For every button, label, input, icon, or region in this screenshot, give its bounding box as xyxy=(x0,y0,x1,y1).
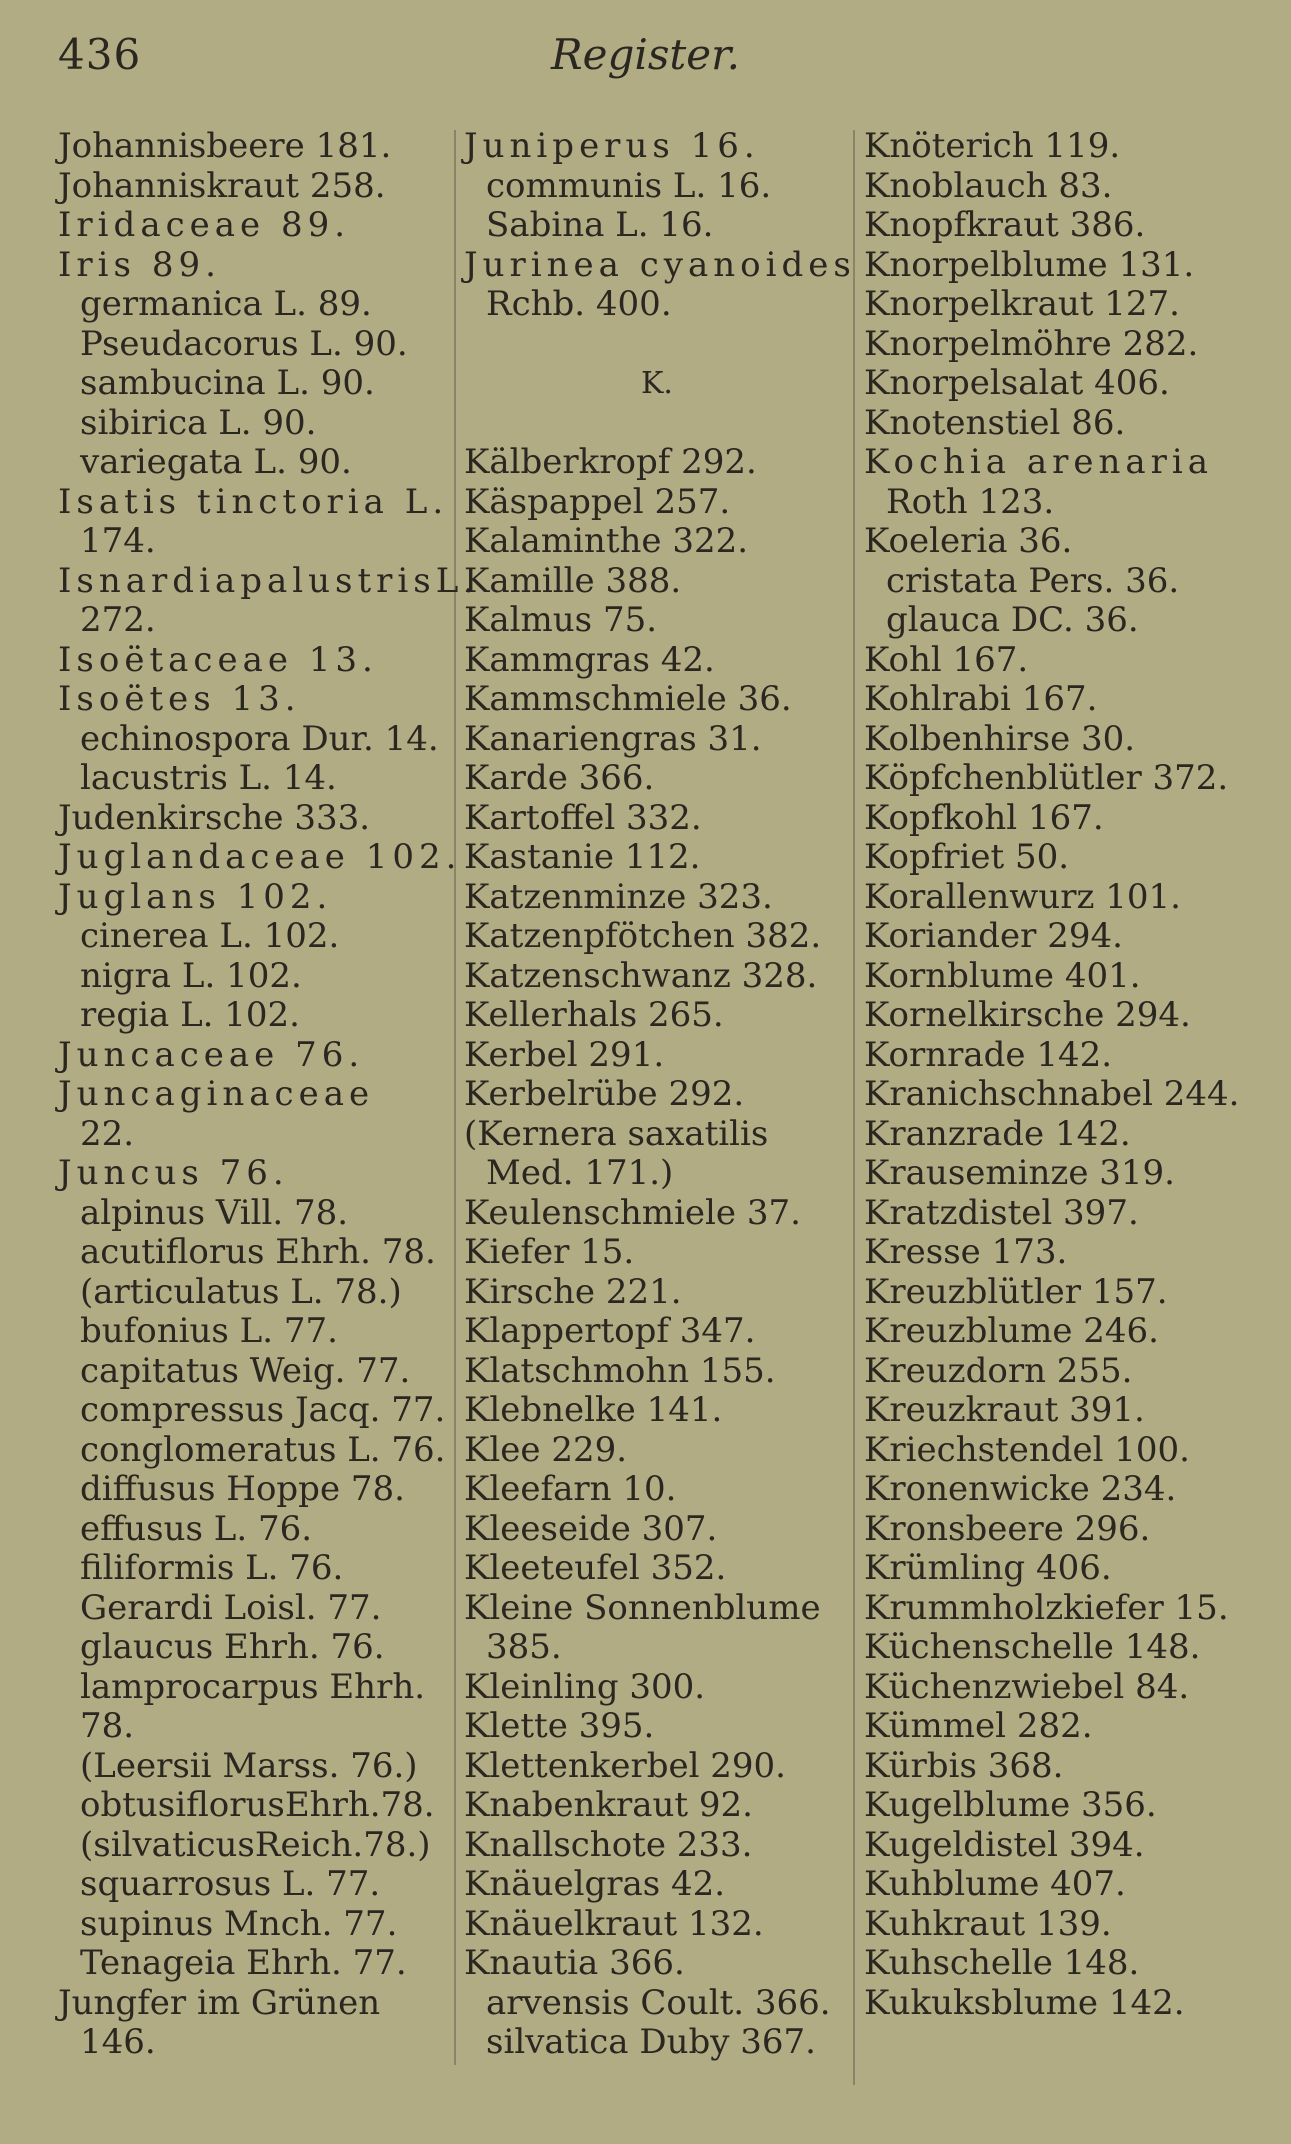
blank-line xyxy=(464,404,850,444)
index-entry: Krümling 406. xyxy=(864,1548,1112,1588)
index-entry: Klette 395. xyxy=(464,1706,655,1746)
index-subentry: sibirica L. 90. xyxy=(80,402,317,443)
index-subentry: capitatus Weig. 77. xyxy=(80,1350,411,1391)
index-entry: Köpfchenblütler 372. xyxy=(864,758,1229,798)
index-entry: Knoblauch 83. xyxy=(864,165,1113,206)
index-subentry: silvatica Duby 367. xyxy=(486,2022,816,2062)
index-entry: Kammgras 42. xyxy=(464,639,715,680)
index-subentry: bufonius L. 77. xyxy=(80,1311,338,1351)
index-subentry: conglomeratus L. 76. xyxy=(80,1429,446,1470)
index-entry: Kornblume 401. xyxy=(864,955,1141,996)
index-entry: Koeleria 36. xyxy=(864,521,1073,561)
index-entry: Kratzdistel 397. xyxy=(864,1192,1139,1233)
index-subentry: Tenageia Ehrh. 77. xyxy=(80,1943,407,1983)
index-entry: Kastanie 112. xyxy=(464,837,701,877)
index-entry: Küchenschelle 148. xyxy=(864,1627,1201,1667)
index-entry: Kiefer 15. xyxy=(464,1232,635,1272)
index-subentry: (articulatus L. 78.) xyxy=(80,1271,402,1312)
index-entry: Küchenzwiebel 84. xyxy=(864,1666,1190,1707)
index-entry: Johannisbeere 181. xyxy=(58,126,392,166)
index-entry: Knautia 366. xyxy=(464,1943,685,1983)
index-entry: Kammschmiele 36. xyxy=(464,679,792,719)
index-entry: Kuhkraut 139. xyxy=(864,1903,1112,1944)
index-entry: Kuhschelle 148. xyxy=(864,1943,1140,1983)
index-entry: Knopfkraut 386. xyxy=(864,205,1146,245)
index-entry: Klatschmohn 155. xyxy=(464,1350,776,1391)
index-entry: Kleine Sonnenblume xyxy=(464,1587,821,1628)
index-entry: Knäuelkraut 132. xyxy=(464,1903,764,1944)
index-entry: Knotenstiel 86. xyxy=(864,402,1126,443)
index-entry: Kürbis 368. xyxy=(864,1745,1064,1786)
index-subentry: lacustris L. 14. xyxy=(80,758,337,798)
index-entry: Kalmus 75. xyxy=(464,600,658,640)
index-entry: Kresse 173. xyxy=(864,1232,1068,1272)
index-entry: Koriander 294. xyxy=(864,916,1123,956)
index-subentry: lamprocarpus Ehrh. xyxy=(80,1666,426,1707)
index-subentry: cristata Pers. 36. xyxy=(886,560,1180,601)
index-entry: Kerbel 291. xyxy=(464,1034,665,1075)
index-subentry: (silvaticusReich.78.) xyxy=(80,1824,431,1865)
blank-line xyxy=(464,325,850,365)
index-entry: Kreuzkraut 391. xyxy=(864,1390,1145,1430)
index-entry: Kälberkropf 292. xyxy=(464,442,757,482)
index-entry: Juncaceae 76. xyxy=(58,1034,365,1075)
index-subentry: glauca DC. 36. xyxy=(886,600,1139,640)
index-entry: Kranzrade 142. xyxy=(864,1113,1131,1154)
index-subentry: glaucus Ehrh. 76. xyxy=(80,1627,385,1667)
index-entry: Kukuksblume 142. xyxy=(864,1982,1185,2023)
index-entry: IsnardiapalustrisL. xyxy=(58,560,480,601)
index-subentry: (Leersii Marss. 76.) xyxy=(80,1745,418,1786)
index-subentry: Pseudacorus L. 90. xyxy=(80,323,408,364)
index-subentry: nigra L. 102. xyxy=(80,955,302,996)
index-entry: Klee 229. xyxy=(464,1429,628,1470)
index-entry: Isoëtaceae 13. xyxy=(58,639,378,680)
index-subentry: obtusiflorusEhrh.78. xyxy=(80,1785,435,1825)
index-entry: Kümmel 282. xyxy=(864,1706,1093,1746)
index-entry: Knorpelblume 131. xyxy=(864,244,1195,285)
index-entry: Katzenminze 323. xyxy=(464,876,773,917)
section-letter: K. xyxy=(641,366,673,401)
index-entry: Jungfer im Grünen xyxy=(58,1982,381,2023)
index-subentry: variegata L. 90. xyxy=(80,442,352,482)
index-subentry: 22. xyxy=(80,1113,135,1154)
index-entry: Iridaceae 89. xyxy=(58,205,351,245)
index-entry: Kamille 388. xyxy=(464,560,682,601)
index-subentry: squarrosus L. 77. xyxy=(80,1864,381,1904)
index-entry: Kanariengras 31. xyxy=(464,718,762,759)
index-entry: Kellerhals 265. xyxy=(464,995,724,1035)
index-subentry: Rchb. 400. xyxy=(486,284,672,324)
index-entry: Kreuzblütler 157. xyxy=(864,1271,1168,1312)
index-entry: Knorpelmöhre 282. xyxy=(864,323,1199,364)
index-entry: Kugelblume 356. xyxy=(864,1785,1157,1825)
index-subentry: compressus Jacq. 77. xyxy=(80,1390,446,1430)
index-entry: Klebnelke 141. xyxy=(464,1390,723,1430)
index-subentry: regia L. 102. xyxy=(80,995,300,1035)
index-entry: Kriechstendel 100. xyxy=(864,1429,1190,1470)
index-entry: Kuhblume 407. xyxy=(864,1864,1126,1904)
index-entry: Johanniskraut 258. xyxy=(58,165,386,206)
index-entry: Juglans 102. xyxy=(58,876,333,917)
index-subentry: Roth 123. xyxy=(886,481,1055,522)
index-entry: Katzenpfötchen 382. xyxy=(464,916,822,956)
index-entry: Kornrade 142. xyxy=(864,1034,1113,1075)
index-entry: Kopfriet 50. xyxy=(864,837,1070,877)
index-subentry: Gerardi Loisl. 77. xyxy=(80,1587,382,1628)
column-divider xyxy=(853,130,855,2085)
index-subentry: echinospora Dur. 14. xyxy=(80,718,439,759)
index-subentry: diffusus Hoppe 78. xyxy=(80,1469,405,1509)
index-column-1 xyxy=(58,126,480,2063)
index-entry: Knäuelgras 42. xyxy=(464,1864,726,1904)
index-entry: Karde 366. xyxy=(464,758,655,798)
index-column-2 xyxy=(464,126,856,2063)
index-entry: Juniperus 16. xyxy=(464,126,760,166)
index-entry: Kohl 167. xyxy=(864,639,1029,680)
index-entry: Keulenschmiele 37. xyxy=(464,1192,801,1233)
index-entry: Juncaginaceae xyxy=(58,1074,375,1114)
index-subentry: filiformis L. 76. xyxy=(80,1548,344,1588)
index-entry: Kleinling 300. xyxy=(464,1666,706,1707)
column-divider xyxy=(454,130,456,2065)
running-title: Register. xyxy=(551,30,740,79)
index-entry: Juglandaceae 102. xyxy=(58,837,462,877)
index-subentry: arvensis Coult. 366. xyxy=(486,1982,831,2023)
index-entry: Knöterich 119. xyxy=(864,126,1121,166)
index-entry: Iris 89. xyxy=(58,244,221,285)
index-entry: Knabenkraut 92. xyxy=(464,1785,753,1825)
index-entry: Knorpelkraut 127. xyxy=(864,284,1180,324)
index-subentry: effusus L. 76. xyxy=(80,1508,313,1549)
index-entry: Kochia arenaria xyxy=(864,442,1214,482)
index-entry: Kreuzdorn 255. xyxy=(864,1350,1133,1391)
index-entry: Kleeteufel 352. xyxy=(464,1548,727,1588)
index-entry: Kartoffel 332. xyxy=(464,797,702,838)
index-entry: Kolbenhirse 30. xyxy=(864,718,1136,759)
index-entry: Kirsche 221. xyxy=(464,1271,682,1312)
index-subentry: 174. xyxy=(80,521,156,561)
index-entry: Juncus 76. xyxy=(58,1153,289,1193)
index-entry: (Kernera saxatilis xyxy=(464,1113,769,1154)
index-entry: Kugeldistel 394. xyxy=(864,1824,1145,1865)
index-subentry: germanica L. 89. xyxy=(80,284,372,324)
index-subentry: Med. 171.) xyxy=(486,1153,674,1193)
index-entry: Klappertopf 347. xyxy=(464,1311,756,1351)
index-entry: Katzenschwanz 328. xyxy=(464,955,818,996)
index-entry: Krauseminze 319. xyxy=(864,1153,1175,1193)
index-entry: Judenkirsche 333. xyxy=(58,797,371,838)
index-entry: Jurinea cyanoides xyxy=(464,244,856,285)
index-subentry: supinus Mnch. 77. xyxy=(80,1903,398,1944)
index-entry: Kronenwicke 234. xyxy=(864,1469,1177,1509)
index-column-3 xyxy=(864,127,1264,2023)
index-entry: Korallenwurz 101. xyxy=(864,876,1181,917)
index-entry: Kornelkirsche 294. xyxy=(864,995,1191,1035)
index-entry: Käspappel 257. xyxy=(464,481,731,522)
index-entry: Kalaminthe 322. xyxy=(464,521,749,561)
index-subentry: 78. xyxy=(80,1706,135,1746)
index-entry: Knallschote 233. xyxy=(464,1824,753,1865)
index-subentry: sambucina L. 90. xyxy=(80,363,375,403)
index-entry: Klettenkerbel 290. xyxy=(464,1745,786,1786)
index-subentry: Sabina L. 16. xyxy=(486,205,714,245)
index-entry: Isatis tinctoria L. xyxy=(58,481,449,522)
index-entry: Kohlrabi 167. xyxy=(864,679,1098,719)
index-subentry: 272. xyxy=(80,600,156,640)
index-entry: Krummholzkiefer 15. xyxy=(864,1587,1229,1628)
index-entry: Kopfkohl 167. xyxy=(864,797,1104,838)
index-entry: Kranichschnabel 244. xyxy=(864,1074,1240,1114)
index-subentry: cinerea L. 102. xyxy=(80,916,340,956)
index-entry: Kerbelrübe 292. xyxy=(464,1074,745,1114)
index-entry: Kronsbeere 296. xyxy=(864,1508,1151,1549)
page-number: 436 xyxy=(58,30,142,79)
index-entry: Kleeseide 307. xyxy=(464,1508,718,1549)
index-entry: Knorpelsalat 406. xyxy=(864,363,1170,403)
index-entry: Isoëtes 13. xyxy=(58,679,301,719)
index-entry: Kreuzblume 246. xyxy=(864,1311,1159,1351)
index-subentry: 146. xyxy=(80,2022,156,2062)
index-entry: Kleefarn 10. xyxy=(464,1469,677,1509)
index-subentry: alpinus Vill. 78. xyxy=(80,1192,349,1233)
index-subentry: 385. xyxy=(486,1627,562,1667)
index-subentry: communis L. 16. xyxy=(486,165,772,206)
index-subentry: acutiflorus Ehrh. 78. xyxy=(80,1232,436,1272)
